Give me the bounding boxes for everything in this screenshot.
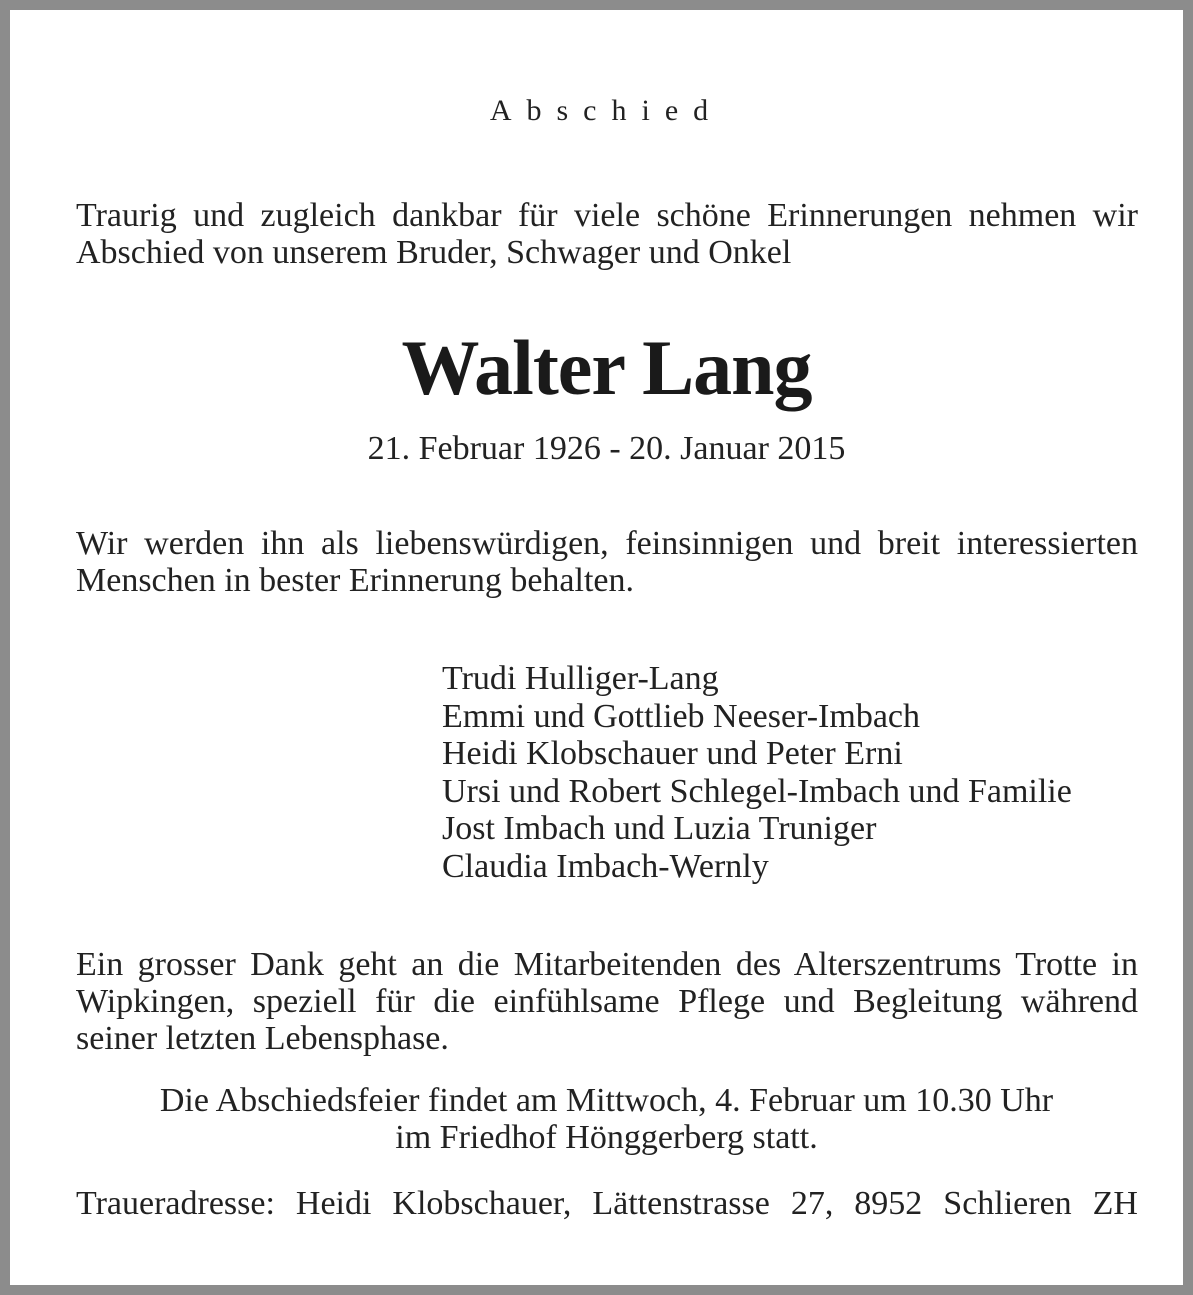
mourner-item: Trudi Hulliger-Lang <box>442 660 719 697</box>
memory-text: Wir werden ihn als liebenswürdigen, feinsinnigen und breit interessierten Menschen in bester Erinnerung behalten. <box>76 525 1138 599</box>
ceremony-line: Die Abschiedsfeier findet am Mittwoch, 4. Februar um 10.30 Uhr <box>159 1082 1054 1119</box>
ceremony-info <box>10 1082 1193 1156</box>
ceremony-line: im Friedhof Hönggerberg statt. <box>395 1119 818 1156</box>
mourners-list <box>442 660 1072 885</box>
mourner-item: Emmi und Gottlieb Neeser-Imbach <box>442 697 921 735</box>
mourning-address: Traueradresse: Heidi Klobschauer, Lättenstrasse 27, 8952 Schlieren ZH <box>76 1185 1138 1222</box>
mourner-item: Heidi Klobschauer und Peter Erni <box>442 735 903 772</box>
mourner-item: Jost Imbach und Luzia Truniger <box>442 810 877 847</box>
notice-heading: Abschied <box>489 94 724 127</box>
thanks-text: Ein grosser Dank geht an die Mitarbeitenden des Alterszentrums Trotte in Wipkingen, speziell für die einfühlsame Pflege und Begleitung während seiner letzten Lebensphase. <box>76 946 1138 1057</box>
life-dates: 21. Februar 1926 - 20. Januar 2015 <box>367 430 846 467</box>
mourner-item: Ursi und Robert Schlegel-Imbach und Familie <box>442 772 1072 810</box>
intro-text: Traurig und zugleich dankbar für viele schöne Erinnerungen nehmen wir Abschied von unserem Bruder, Schwager und Onkel <box>76 197 1138 271</box>
mourner-item: Claudia Imbach-Wernly <box>442 847 769 885</box>
deceased-name: Walter Lang <box>401 324 812 411</box>
